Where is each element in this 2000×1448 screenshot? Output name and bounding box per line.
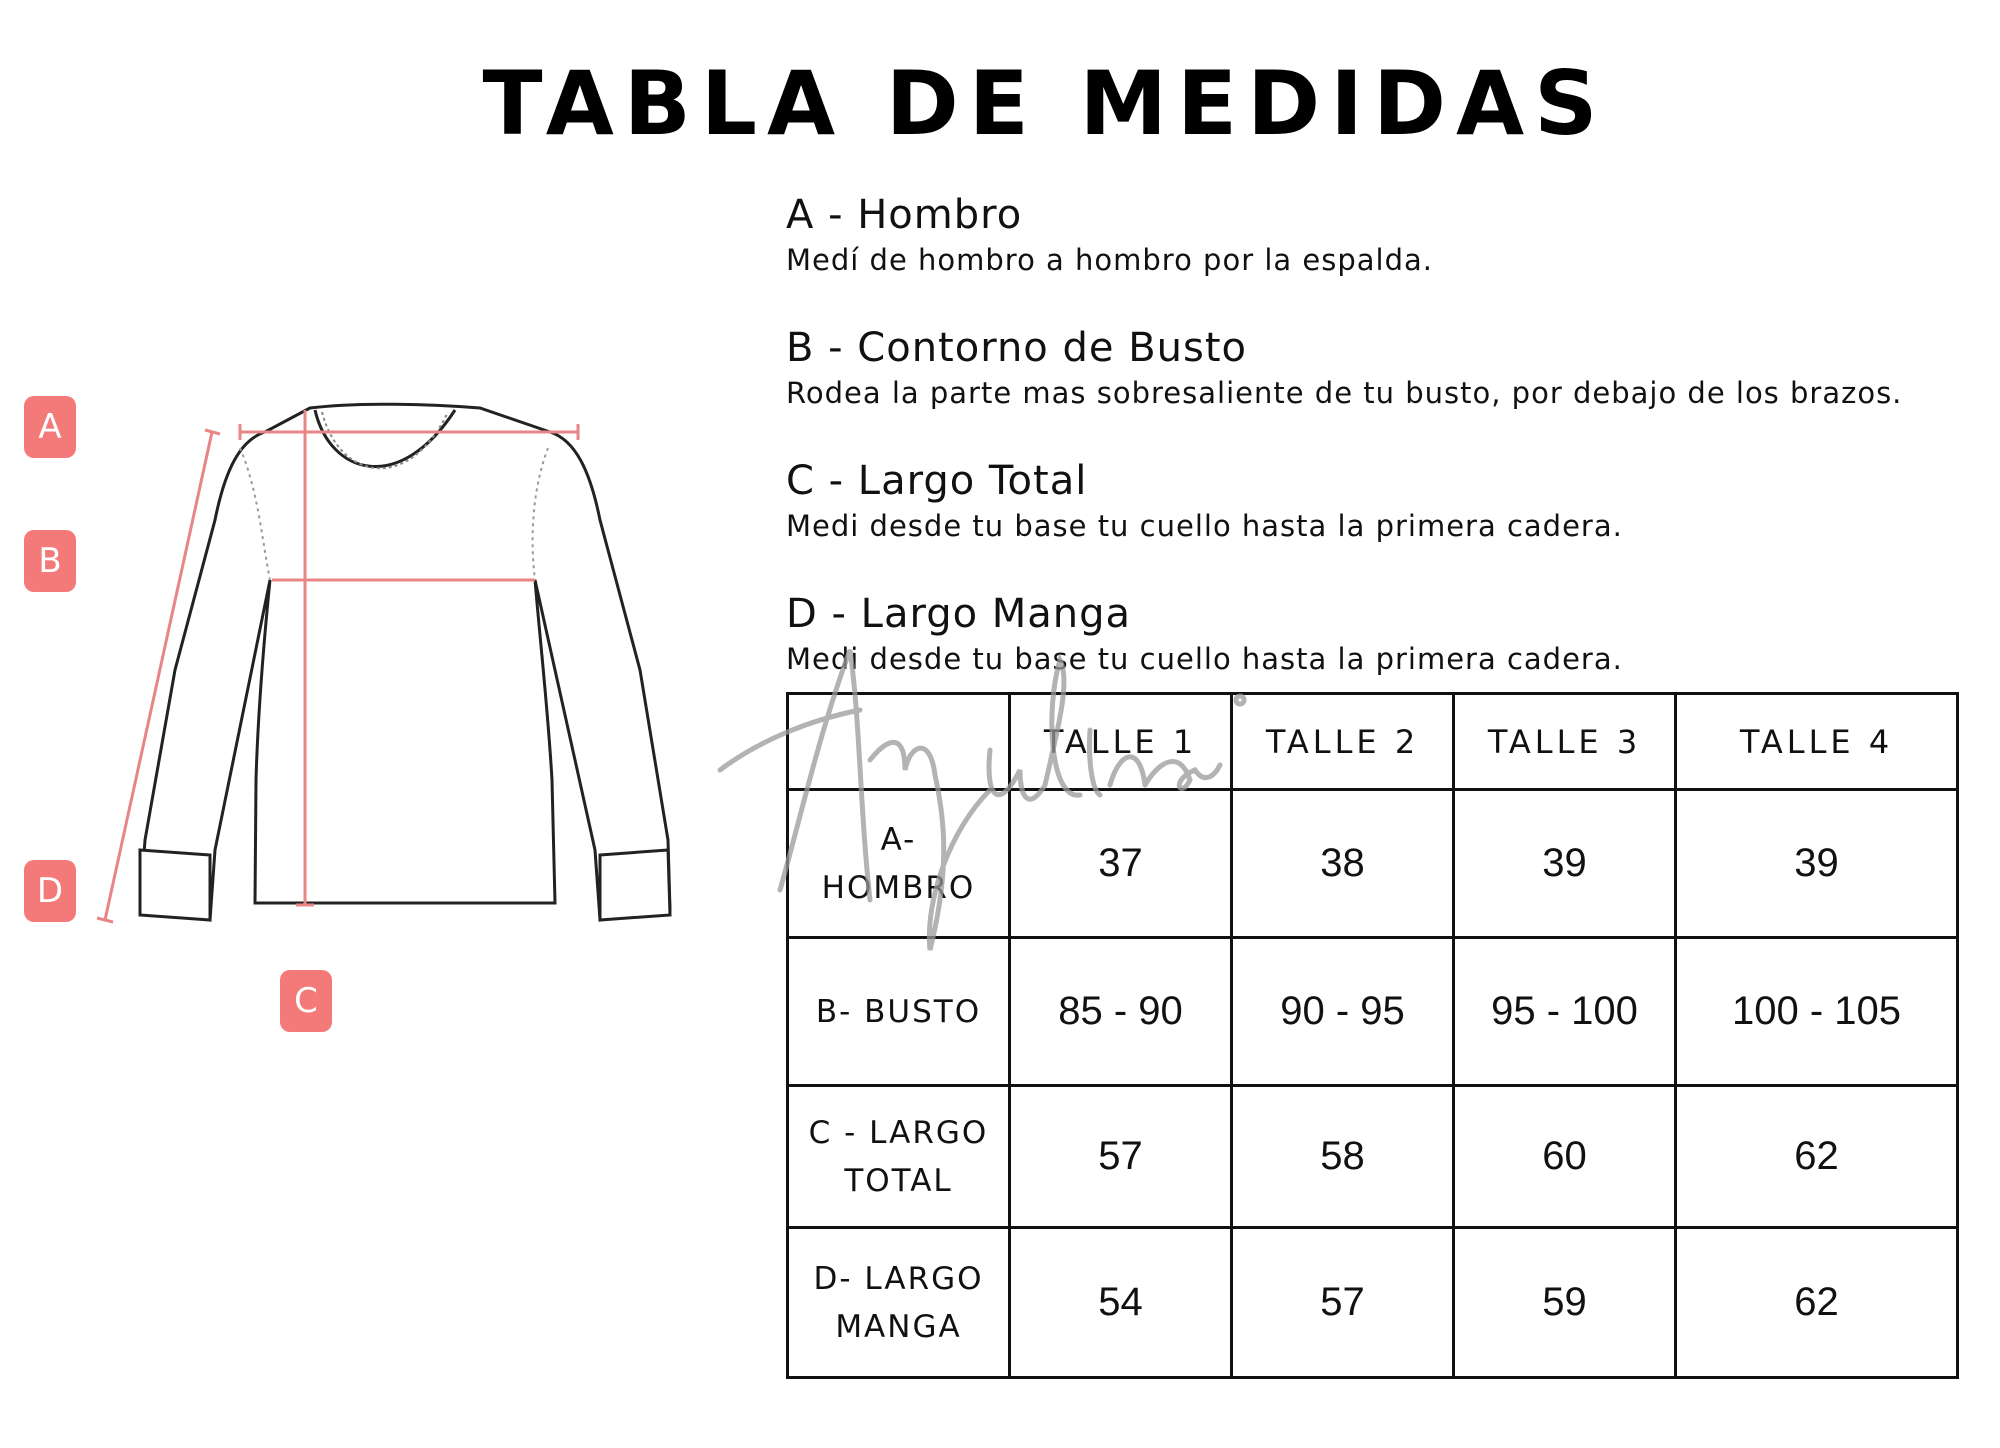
row-label-line: HOMBRO: [821, 869, 976, 906]
row-label-line: C - LARGO: [808, 1114, 989, 1151]
definition-description: Medi desde tu base tu cuello hasta la primera cadera.: [786, 642, 1623, 676]
table-cell: 38: [1232, 790, 1454, 938]
table-header: TALLE 4: [1676, 694, 1958, 790]
definition-description: Rodea la parte mas sobresaliente de tu busto, por debajo de los brazos.: [786, 376, 1903, 410]
measurement-definitions: [786, 190, 1986, 679]
definition-shoulder: [786, 190, 1986, 280]
row-label-line: TOTAL: [844, 1162, 953, 1199]
page-title: TABLA DE MEDIDAS: [482, 52, 1608, 155]
badge-c: C: [280, 970, 332, 1032]
table-cell: 60: [1454, 1086, 1676, 1228]
definition-description: Medi desde tu base tu cuello hasta la primera cadera.: [786, 509, 1623, 543]
row-label: [788, 1228, 1010, 1378]
definition-description: Medí de hombro a hombro por la espalda.: [786, 243, 1433, 277]
badge-b: B: [24, 530, 76, 592]
definition-title: D - Largo Manga: [786, 591, 1132, 637]
garment-diagram: [0, 380, 720, 1040]
badge-a: A: [24, 396, 76, 458]
definition-bust: [786, 323, 1986, 413]
table-header: TALLE 3: [1454, 694, 1676, 790]
row-label: [788, 790, 1010, 938]
table-cell: 85 - 90: [1010, 938, 1232, 1086]
table-cell: 62: [1676, 1228, 1958, 1378]
table-cell: 57: [1232, 1228, 1454, 1378]
badge-d: D: [24, 860, 76, 922]
table-cell: 58: [1232, 1086, 1454, 1228]
table-row: [788, 1228, 1958, 1378]
table-header: TALLE 2: [1232, 694, 1454, 790]
table-row: [788, 790, 1958, 938]
definition-title: B - Contorno de Busto: [786, 325, 1247, 371]
table-row: [788, 938, 1958, 1086]
table-header: TALLE 1: [1010, 694, 1232, 790]
table-cell: 100 - 105: [1676, 938, 1958, 1086]
table-cell: 54: [1010, 1228, 1232, 1378]
sweater-illustration: [0, 380, 720, 1040]
table-cell: 39: [1454, 790, 1676, 938]
definition-title: A - Hombro: [786, 192, 1023, 238]
table-cell: 95 - 100: [1454, 938, 1676, 1086]
size-table: [786, 692, 1959, 1379]
table-header-row: [788, 694, 1958, 790]
table-cell: 57: [1010, 1086, 1232, 1228]
definition-title: C - Largo Total: [786, 458, 1088, 504]
definition-total-length: [786, 456, 1986, 546]
definition-sleeve-length: [786, 589, 1986, 679]
table-cell: 90 - 95: [1232, 938, 1454, 1086]
table-cell: 37: [1010, 790, 1232, 938]
row-label-line: MANGA: [835, 1308, 962, 1345]
row-label: [788, 938, 1010, 1086]
row-label-line: D- LARGO: [813, 1260, 984, 1297]
table-row: [788, 1086, 1958, 1228]
row-label-line: A-: [880, 821, 917, 858]
row-label: [788, 1086, 1010, 1228]
row-label-line: B- BUSTO: [815, 993, 982, 1030]
table-header-corner: [788, 694, 1010, 790]
table-cell: 39: [1676, 790, 1958, 938]
table-cell: 59: [1454, 1228, 1676, 1378]
table-cell: 62: [1676, 1086, 1958, 1228]
